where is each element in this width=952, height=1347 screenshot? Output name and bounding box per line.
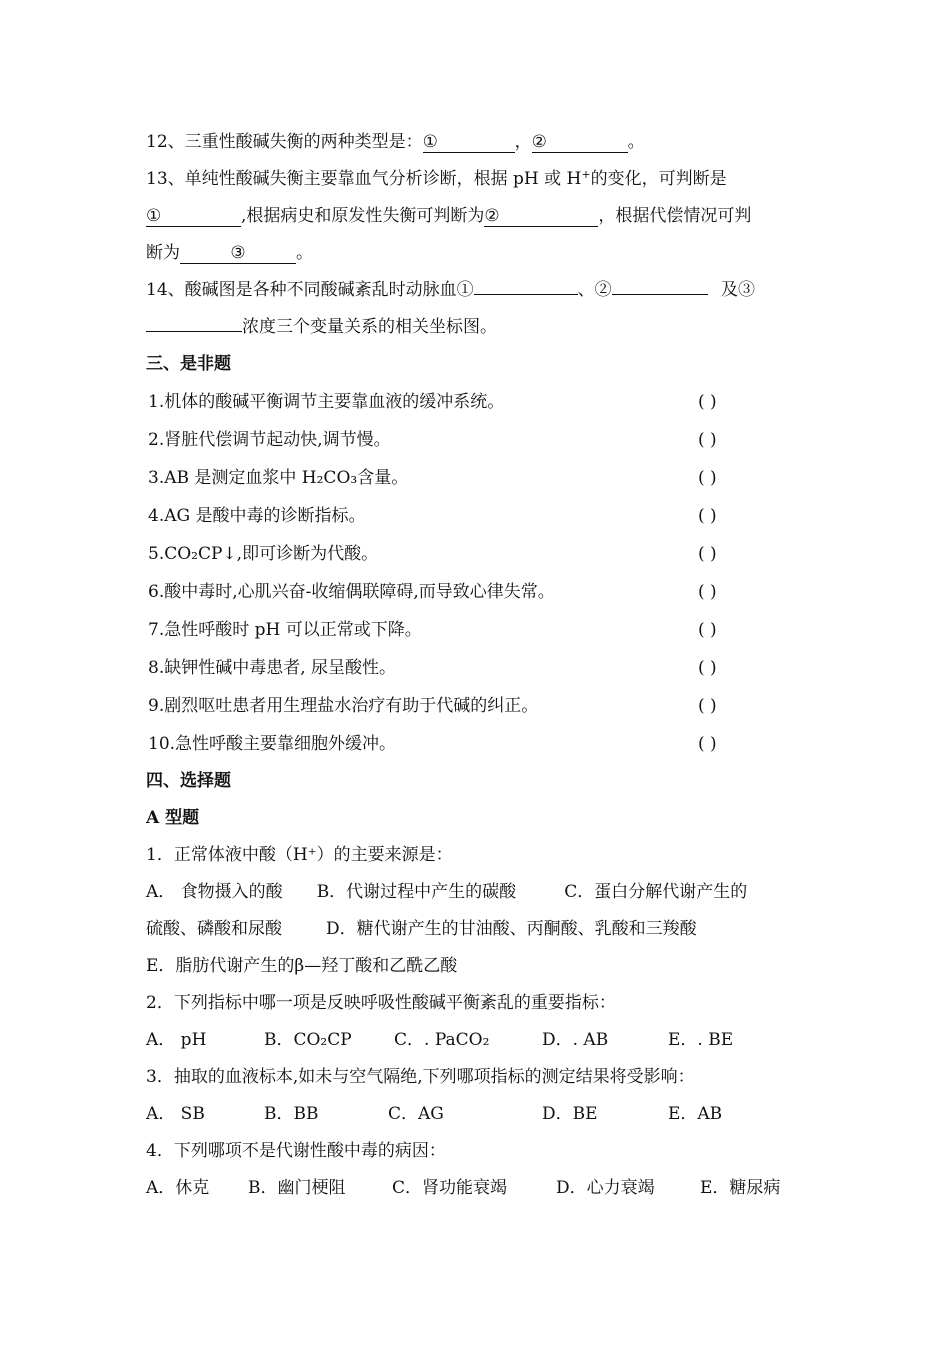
option-3E[interactable]: E．AB <box>668 1104 723 1124</box>
blank-12-1[interactable]: ① <box>423 132 515 153</box>
answer-paren[interactable]: ( ) <box>698 392 717 412</box>
question-1-options-line1 <box>146 874 816 911</box>
section-choice-subtitle: A 型题 <box>146 808 200 828</box>
option-4C[interactable]: C．肾功能衰竭 <box>392 1178 508 1198</box>
question-14-line1: 14、酸碱图是各种不同酸碱紊乱时动脉血① 、② 及③ <box>146 280 756 300</box>
question-12: 12、三重性酸碱失衡的两种类型是：① ，② 。 <box>146 132 645 152</box>
option-2C[interactable]: C．. PaCO₂ <box>394 1030 490 1050</box>
question-1-options-line2: 硫酸、磷酸和尿酸 D．糖代谢产生的甘油酸、丙酮酸、乳酸和三羧酸 <box>146 919 697 939</box>
answer-paren[interactable]: ( ) <box>698 620 717 640</box>
true-false-list <box>146 383 816 763</box>
blank-13-2[interactable]: ② <box>484 206 598 227</box>
section-true-false-title: 三、是非题 <box>146 354 231 374</box>
option-3C[interactable]: C．AG <box>388 1104 444 1124</box>
answer-paren[interactable]: ( ) <box>698 544 717 564</box>
tf-item-2: 2.肾脏代偿调节起动快,调节慢。 ( ) <box>146 421 816 459</box>
answer-paren[interactable]: ( ) <box>698 582 717 602</box>
tf-item-6: 6.酸中毒时,心肌兴奋-收缩偶联障碍,而导致心律失常。 ( ) <box>146 573 816 611</box>
answer-paren[interactable]: ( ) <box>698 430 717 450</box>
option-1D[interactable]: D．糖代谢产生的甘油酸、丙酮酸、乳酸和三羧酸 <box>326 919 697 939</box>
option-1C[interactable]: C．蛋白分解代谢产生的 <box>564 882 748 902</box>
option-1E[interactable]: E．脂肪代谢产生的β—羟丁酸和乙酰乙酸 <box>146 956 458 976</box>
blank-13-1[interactable]: ① <box>146 206 241 227</box>
option-4A[interactable]: A．休克 <box>146 1178 210 1198</box>
answer-paren[interactable]: ( ) <box>698 658 717 678</box>
option-1B[interactable]: B．代谢过程中产生的碳酸 <box>316 882 517 902</box>
document-page <box>146 124 816 1207</box>
tf-item-3: 3.AB 是测定血浆中 H₂CO₃含量。 ( ) <box>146 459 816 497</box>
question-2-options <box>146 1022 816 1059</box>
section-choice-title: 四、选择题 <box>146 771 231 791</box>
question-13-line3: 断为 ③ 。 <box>146 243 313 263</box>
question-3-options <box>146 1096 816 1133</box>
option-4D[interactable]: D．心力衰竭 <box>556 1178 655 1198</box>
tf-item-4: 4.AG 是酸中毒的诊断指标。 ( ) <box>146 497 816 535</box>
blank-14-2[interactable] <box>612 294 708 295</box>
option-2B[interactable]: B．CO₂CP <box>264 1030 352 1050</box>
option-4E[interactable]: E．糖尿病 <box>700 1178 781 1198</box>
option-1A[interactable]: A． 食物摄入的酸 <box>146 882 283 902</box>
question-13-line1: 13、单纯性酸碱失衡主要靠血气分析诊断，根据 pH 或 H+的变化，可判断是 <box>146 168 727 189</box>
question-13-line2: ① ,根据病史和原发性失衡可判断为② ，根据代偿情况可判 <box>146 206 752 226</box>
blank-14-1[interactable] <box>474 294 578 295</box>
option-2D[interactable]: D．. AB <box>542 1030 609 1050</box>
question-2-stem: 2．下列指标中哪一项是反映呼吸性酸碱平衡紊乱的重要指标： <box>146 993 616 1013</box>
blank-13-3[interactable]: ③ <box>180 243 296 264</box>
option-3D[interactable]: D．BE <box>542 1104 598 1124</box>
tf-item-1: 1.机体的酸碱平衡调节主要靠血液的缓冲系统。 ( ) <box>146 383 816 421</box>
blank-14-3[interactable] <box>146 331 242 332</box>
question-1-stem: 1．正常体液中酸（H⁺）的主要来源是： <box>146 845 453 865</box>
option-3B[interactable]: B．BB <box>264 1104 319 1124</box>
question-4-options <box>146 1170 816 1207</box>
question-4-stem: 4．下列哪项不是代谢性酸中毒的病因： <box>146 1141 446 1161</box>
tf-item-10: 10.急性呼酸主要靠细胞外缓冲。 ( ) <box>146 725 816 763</box>
question-14-line2: 浓度三个变量关系的相关坐标图。 <box>146 309 816 346</box>
answer-paren[interactable]: ( ) <box>698 506 717 526</box>
answer-paren[interactable]: ( ) <box>698 468 717 488</box>
question-3-stem: 3．抽取的血液标本,如未与空气隔绝,下列哪项指标的测定结果将受影响： <box>146 1067 695 1087</box>
option-4B[interactable]: B．幽门梗阻 <box>248 1178 346 1198</box>
tf-item-8: 8.缺钾性碱中毒患者, 尿呈酸性。 ( ) <box>146 649 816 687</box>
option-3A[interactable]: A． SB <box>146 1104 205 1124</box>
blank-12-2[interactable]: ② <box>532 132 628 153</box>
option-2E[interactable]: E．. BE <box>668 1030 734 1050</box>
tf-item-5: 5.CO₂CP↓,即可诊断为代酸。 ( ) <box>146 535 816 573</box>
tf-item-9: 9.剧烈呕吐患者用生理盐水治疗有助于代碱的纠正。 ( ) <box>146 687 816 725</box>
answer-paren[interactable]: ( ) <box>698 734 717 754</box>
option-2A[interactable]: A． pH <box>146 1030 207 1050</box>
answer-paren[interactable]: ( ) <box>698 696 717 716</box>
tf-item-7: 7.急性呼酸时 pH 可以正常或下降。 ( ) <box>146 611 816 649</box>
